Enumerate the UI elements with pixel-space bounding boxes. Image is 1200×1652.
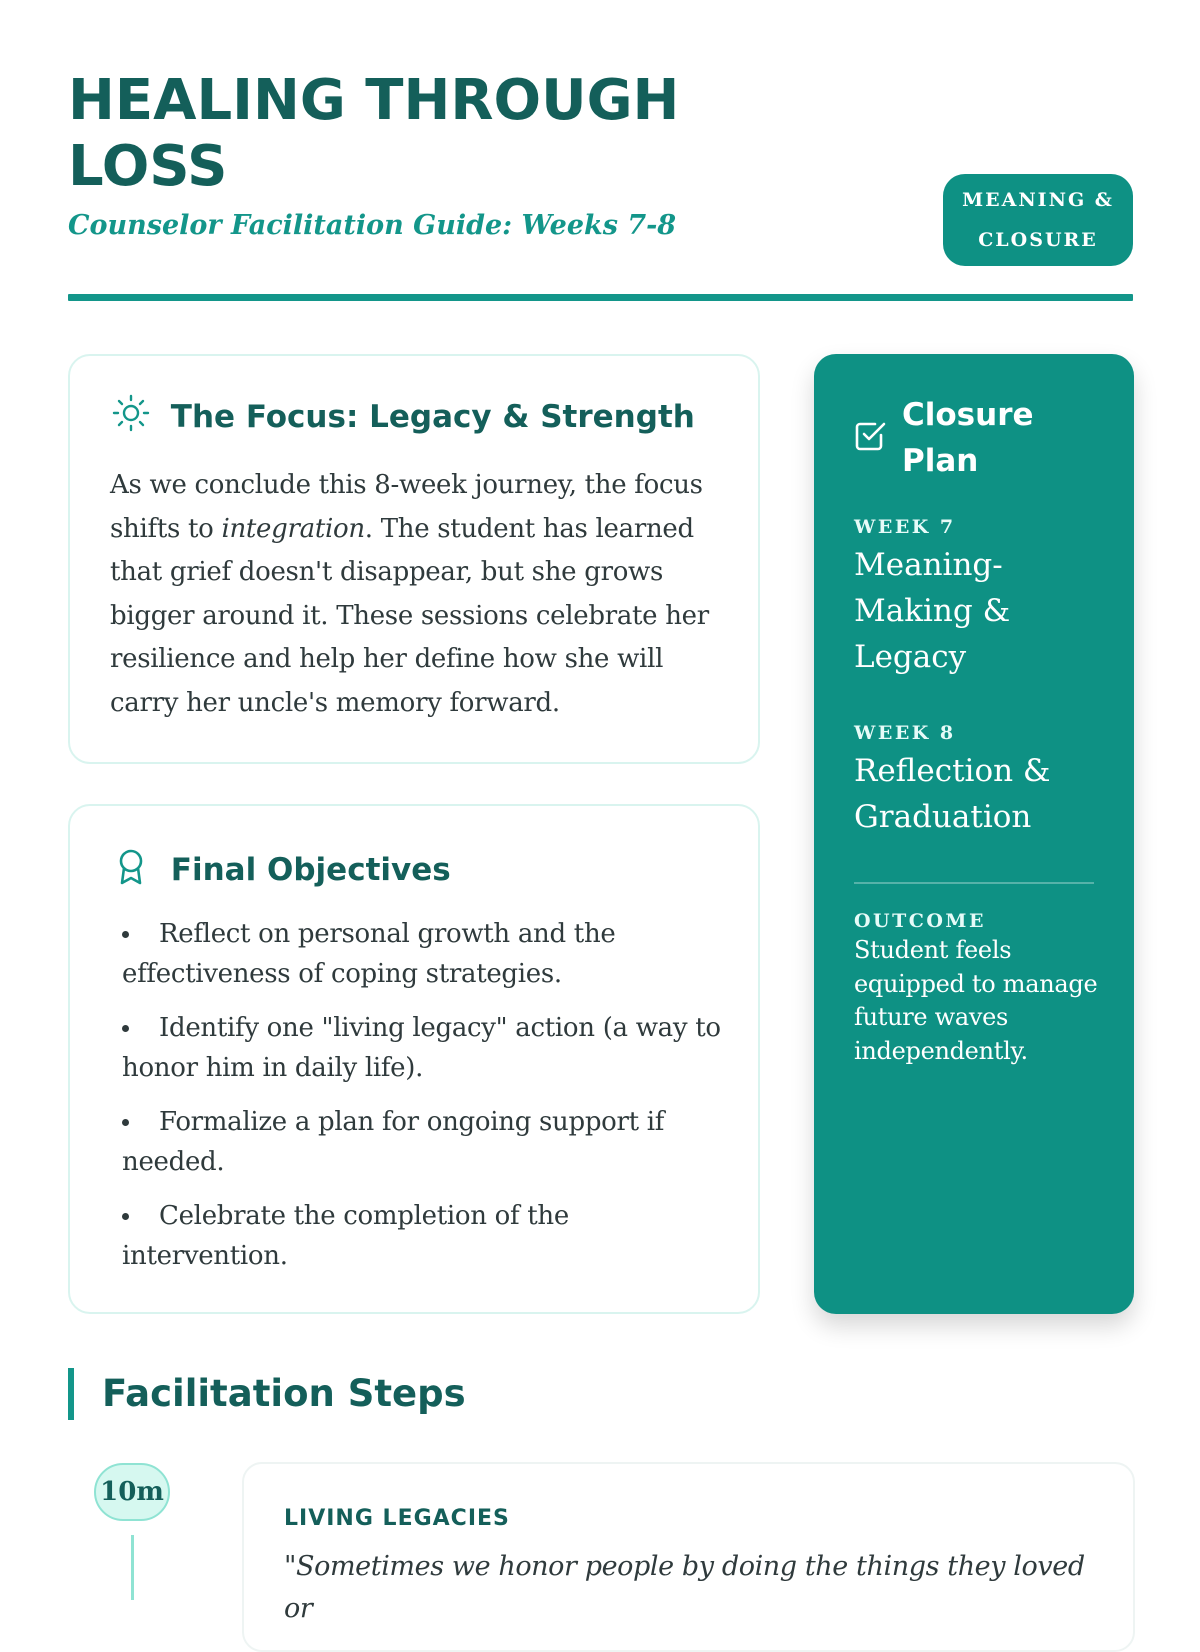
list-item <box>122 1008 732 1088</box>
page-subtitle: Counselor Facilitation Guide: Weeks 7-8 <box>68 210 677 241</box>
closure-plan-title <box>854 392 1052 484</box>
week-8-label: WEEK 8 <box>854 722 956 744</box>
focus-body-text-continued: . The student has learned that grief doesn't disappear, but she grows bigger around it. These sessions celebrate her resilience and help her define how she will carry her uncle's memory forward. <box>110 513 709 718</box>
closure-divider <box>854 882 1094 884</box>
objective-text: Identify one "living legacy" action (a way to honor him in daily life). <box>122 1013 721 1083</box>
sun-icon <box>112 394 150 440</box>
focus-card-title <box>112 394 695 440</box>
week-7-label: WEEK 7 <box>854 516 956 538</box>
bullet-icon <box>122 1119 129 1126</box>
award-icon <box>112 846 150 894</box>
header-divider <box>68 294 1133 301</box>
list-item <box>122 1102 732 1182</box>
objective-text: Celebrate the completion of the intervention. <box>122 1201 569 1271</box>
page-title: HEALING THROUGH LOSS <box>68 68 680 199</box>
objective-text: Formalize a plan for ongoing support if needed. <box>122 1107 665 1177</box>
focus-body-text: As we conclude this 8-week journey, the focus shifts to <box>110 470 703 544</box>
section-title: Facilitation Steps <box>102 1372 466 1415</box>
objectives-list <box>122 914 732 1290</box>
objectives-card <box>68 804 760 1314</box>
step-label: LIVING LEGACIES <box>284 1506 510 1531</box>
focus-title-text: The Focus: Legacy & Strength <box>170 399 695 435</box>
objectives-title-text: Final Objectives <box>170 852 451 888</box>
week-7-title: Meaning-Making & Legacy <box>854 547 1011 675</box>
phase-badge: MEANING & CLOSURE <box>943 174 1133 266</box>
page-header <box>68 68 1133 302</box>
bullet-icon <box>122 1025 129 1032</box>
list-item <box>122 1196 732 1276</box>
closure-plan-panel <box>814 354 1134 1314</box>
check-square-icon <box>854 418 888 465</box>
list-item <box>122 914 732 994</box>
objective-text: Reflect on personal growth and the effectiveness of coping strategies. <box>122 919 616 989</box>
step-time-badge: 10m <box>94 1463 170 1521</box>
focus-body-emphasis: integration <box>221 513 365 544</box>
focus-card <box>68 354 760 764</box>
outcome-text: Student feels equipped to manage future waves independently. <box>854 936 1098 1065</box>
week-8-title: Reflection & Graduation <box>854 753 1051 835</box>
timeline-connector <box>131 1535 134 1600</box>
focus-body <box>110 464 720 725</box>
section-accent-bar <box>68 1368 74 1420</box>
closure-plan-title-text: Closure Plan <box>902 397 1034 479</box>
bullet-icon <box>122 931 129 938</box>
step-card <box>242 1462 1135 1652</box>
step-quote: "Sometimes we honor people by doing the things they loved or <box>284 1551 1085 1624</box>
bullet-icon <box>122 1213 129 1220</box>
objectives-card-title <box>112 846 451 894</box>
outcome-label: OUTCOME <box>854 910 986 932</box>
